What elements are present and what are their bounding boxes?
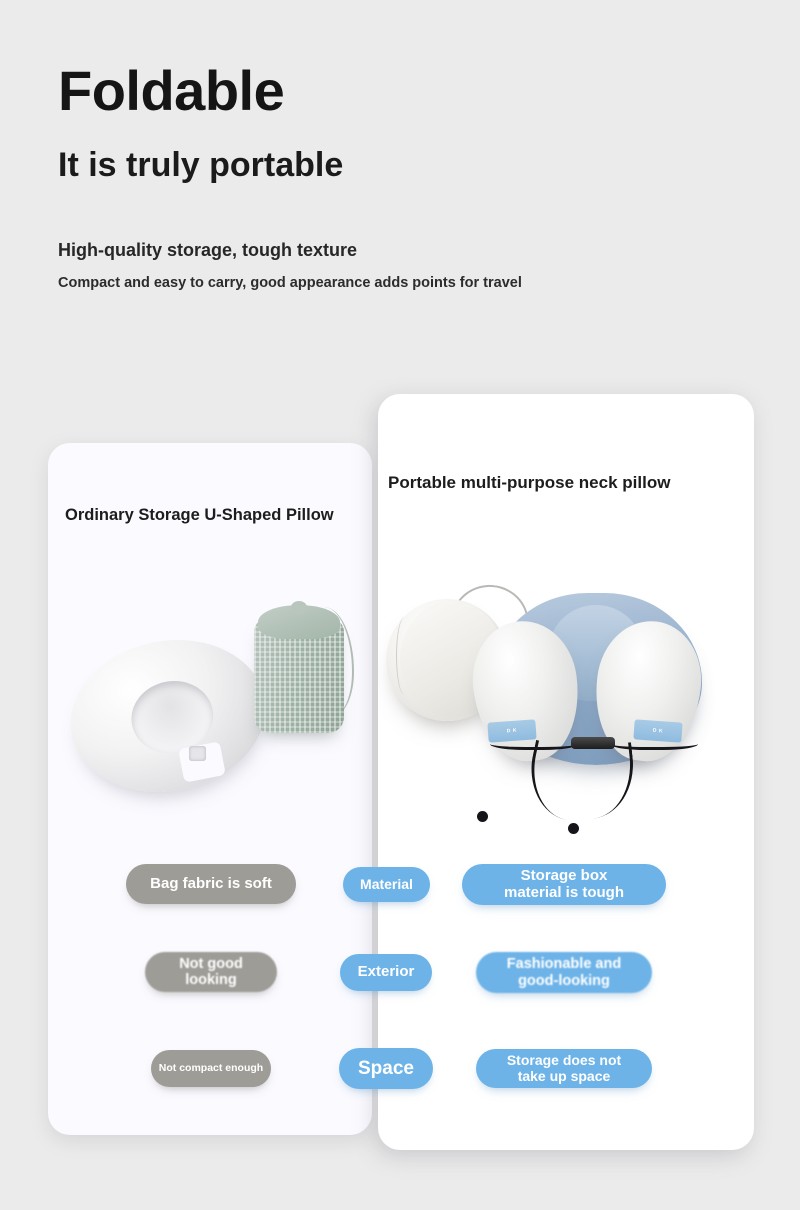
featured-attribute-pill[interactable] <box>462 864 666 905</box>
ordinary-attribute-label: Not compact enough <box>158 1061 264 1074</box>
featured-attribute-label: Fashionable and good-looking <box>506 956 622 989</box>
ordinary-u-pillow-icon <box>57 624 278 809</box>
attribute-name-pill[interactable] <box>339 1048 433 1089</box>
featured-attribute-pill[interactable] <box>476 1049 652 1088</box>
storage-case-seam-icon <box>396 617 413 695</box>
cord-tip-right-icon <box>568 823 579 834</box>
attribute-name-label: Exterior <box>357 963 415 981</box>
ordinary-attribute-label: Not good looking <box>179 955 243 988</box>
featured-attribute-label: Storage box material is tough <box>503 866 625 901</box>
ordinary-attribute-label: Bag fabric is soft <box>150 874 272 892</box>
ordinary-attribute-pill[interactable] <box>126 864 296 904</box>
mesh-bag-knot-icon <box>291 601 307 614</box>
drawcord-right-icon <box>574 742 638 820</box>
page-subtitle: It is truly portable <box>58 145 344 184</box>
comparison-card-featured <box>378 394 754 1150</box>
ordinary-pillow-clip-icon <box>189 746 206 761</box>
featured-attribute-pill[interactable] <box>476 952 652 993</box>
ordinary-attribute-pill[interactable] <box>151 1050 271 1087</box>
brand-label-right: D K <box>633 719 682 742</box>
card-title-ordinary: Ordinary Storage U-Shaped Pillow <box>65 506 334 524</box>
product-photo-ordinary <box>48 593 372 823</box>
ordinary-attribute-pill[interactable] <box>145 952 277 992</box>
card-title-featured: Portable multi-purpose neck pillow <box>388 473 671 492</box>
attribute-name-label: Material <box>360 875 413 892</box>
attribute-name-label: Space <box>358 1057 414 1079</box>
attribute-name-pill[interactable] <box>343 867 430 902</box>
featured-attribute-label: Storage does not take up space <box>506 1051 622 1084</box>
cord-tip-left-icon <box>477 811 488 822</box>
comparison-card-ordinary <box>48 443 372 1135</box>
brand-label-left: D K <box>487 719 536 742</box>
attribute-name-pill[interactable] <box>340 954 432 991</box>
cord-clasp-icon <box>571 737 615 749</box>
header-block <box>58 59 758 292</box>
feature-sublead-text: Compact and easy to carry, good appearance adds points for travel <box>58 275 522 292</box>
product-photo-featured <box>378 569 754 829</box>
feature-lead-text: High-quality storage, tough texture <box>58 240 358 261</box>
page-title: Foldable <box>58 59 285 122</box>
